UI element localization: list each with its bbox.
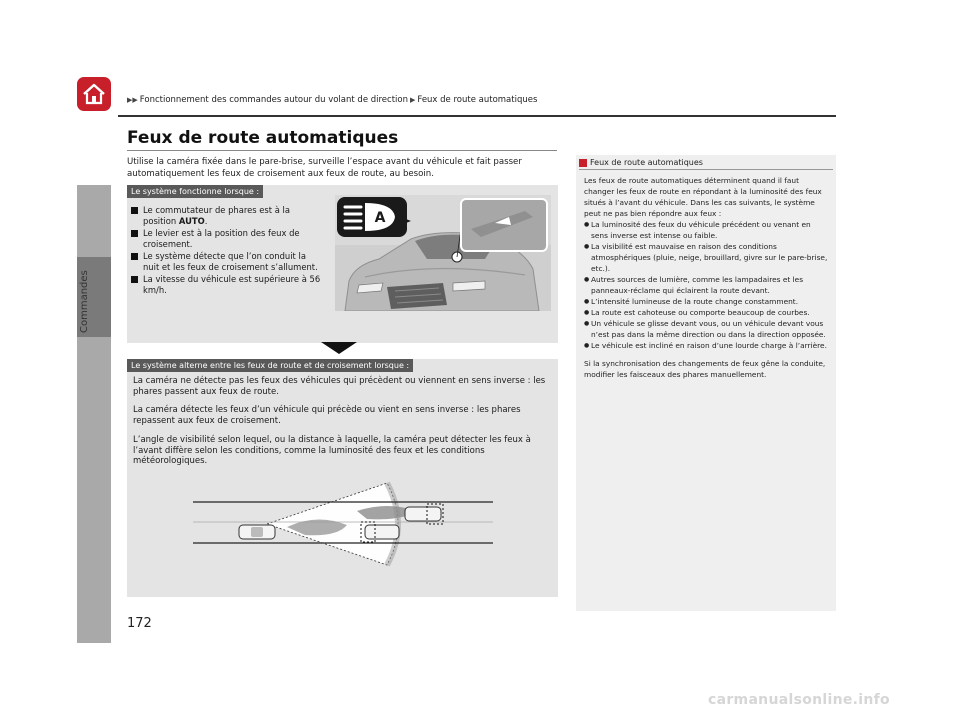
notes-intro: Les feux de route automatiques déterminent quand il faut changer les feux de route en répondant à la luminosité des feux situés à l’avant du véhicule. Dans les cas suivants, le système peut ne pas bien répondre aux feux : [584, 176, 822, 218]
switch-panel [127, 359, 558, 597]
camera-range-diagram [187, 469, 497, 569]
breadcrumb-item-current[interactable]: Feux de route automatiques [417, 95, 538, 105]
notes-item: ● Autres sources de lumière, comme les lampadaires et les panneaux-réclame qui éclairent la route devant. [584, 274, 828, 296]
notes-item: ● Le véhicule est incliné en raison d’une lourde charge à l’arrière. [584, 340, 828, 351]
notes-item: ● La visibilité est mauvaise en raison des conditions atmosphériques (pluie, neige, brouillard, givre sur le pare-brise, etc.). [584, 241, 828, 274]
breadcrumb-arrow-icon: ▶▶ [127, 96, 138, 104]
sidebar-section-label: Commandes [79, 270, 90, 333]
switch-paragraph-1: La caméra ne détecte pas les feux des véhicules qui précèdent ou viennent en sens inverse : les phares passent aux feux de route. [133, 376, 546, 397]
notes-item: ● L’intensité lumineuse de la route change constamment. [584, 296, 828, 307]
conditions-list [131, 205, 321, 297]
notes-item: ● La luminosité des feux du véhicule précédent ou venant en sens inverse est intense ou faible. [584, 219, 828, 241]
breadcrumb-arrow-icon: ▶ [410, 96, 416, 104]
condition-item: Le commutateur de phares est à la position AUTO. [131, 205, 321, 226]
condition-item: Le système détecte que l’on conduit la nuit et les feux de croisement s’allument. [131, 251, 321, 272]
notes-closing: Si la synchronisation des changements de feux gêne la conduite, modifier les faisceaux des phares manuellement. [584, 359, 826, 379]
condition-item: La vitesse du véhicule est supérieure à 56 km/h. [131, 274, 321, 295]
notes-title: Feux de route automatiques [579, 158, 703, 167]
breadcrumb-item-controls[interactable]: Fonctionnement des commandes autour du volant de direction [139, 95, 408, 105]
home-icon [82, 83, 106, 105]
switch-paragraph-2: La caméra détecte les feux d’un véhicule qui précède ou vient en sens inverse : les phares repassent aux feux de croisement. [133, 405, 521, 426]
notes-body [584, 175, 828, 380]
notes-item: ● Un véhicule se glisse devant vous, ou un véhicule devant vous n’est pas dans la même direction ou dans la direction opposée. [584, 318, 828, 340]
indicator-letter: A [374, 210, 386, 226]
page-number: 172 [127, 616, 152, 631]
watermark: carmanualsonline.info [708, 692, 890, 708]
home-button[interactable] [77, 77, 111, 111]
car-camera-illustration [335, 195, 551, 311]
breadcrumb [127, 95, 537, 105]
page-title: Feux de route automatiques [127, 128, 399, 148]
condition-item: Le levier est à la position des feux de croisement. [131, 228, 321, 249]
title-divider [127, 150, 557, 151]
note-marker-icon [579, 159, 587, 167]
sidebar-strip [77, 185, 111, 643]
down-arrow-icon [321, 342, 357, 354]
conditions-panel [127, 185, 558, 343]
switch-header: Le système alterne entre les feux de route et de croisement lorsque : [127, 359, 413, 372]
switch-paragraph-3: L’angle de visibilité selon lequel, ou la distance à laquelle, la caméra peut détecter les feux à l’avant diffère selon les conditions, comme la luminosité des feux et les conditions météorologiques. [133, 435, 531, 466]
intro-text: Utilise la caméra fixée dans le pare-brise, surveille l’espace avant du véhicule et fait passer automatiquement les feux de croisement aux feux de route, au besoin. [127, 157, 522, 179]
notes-column [576, 155, 836, 611]
sidebar [77, 77, 111, 643]
notes-list [584, 219, 828, 351]
notes-divider [579, 169, 833, 170]
header-divider [118, 115, 836, 117]
notes-item: ● La route est cahoteuse ou comporte beaucoup de courbes. [584, 307, 828, 318]
conditions-header: Le système fonctionne lorsque : [127, 185, 263, 198]
